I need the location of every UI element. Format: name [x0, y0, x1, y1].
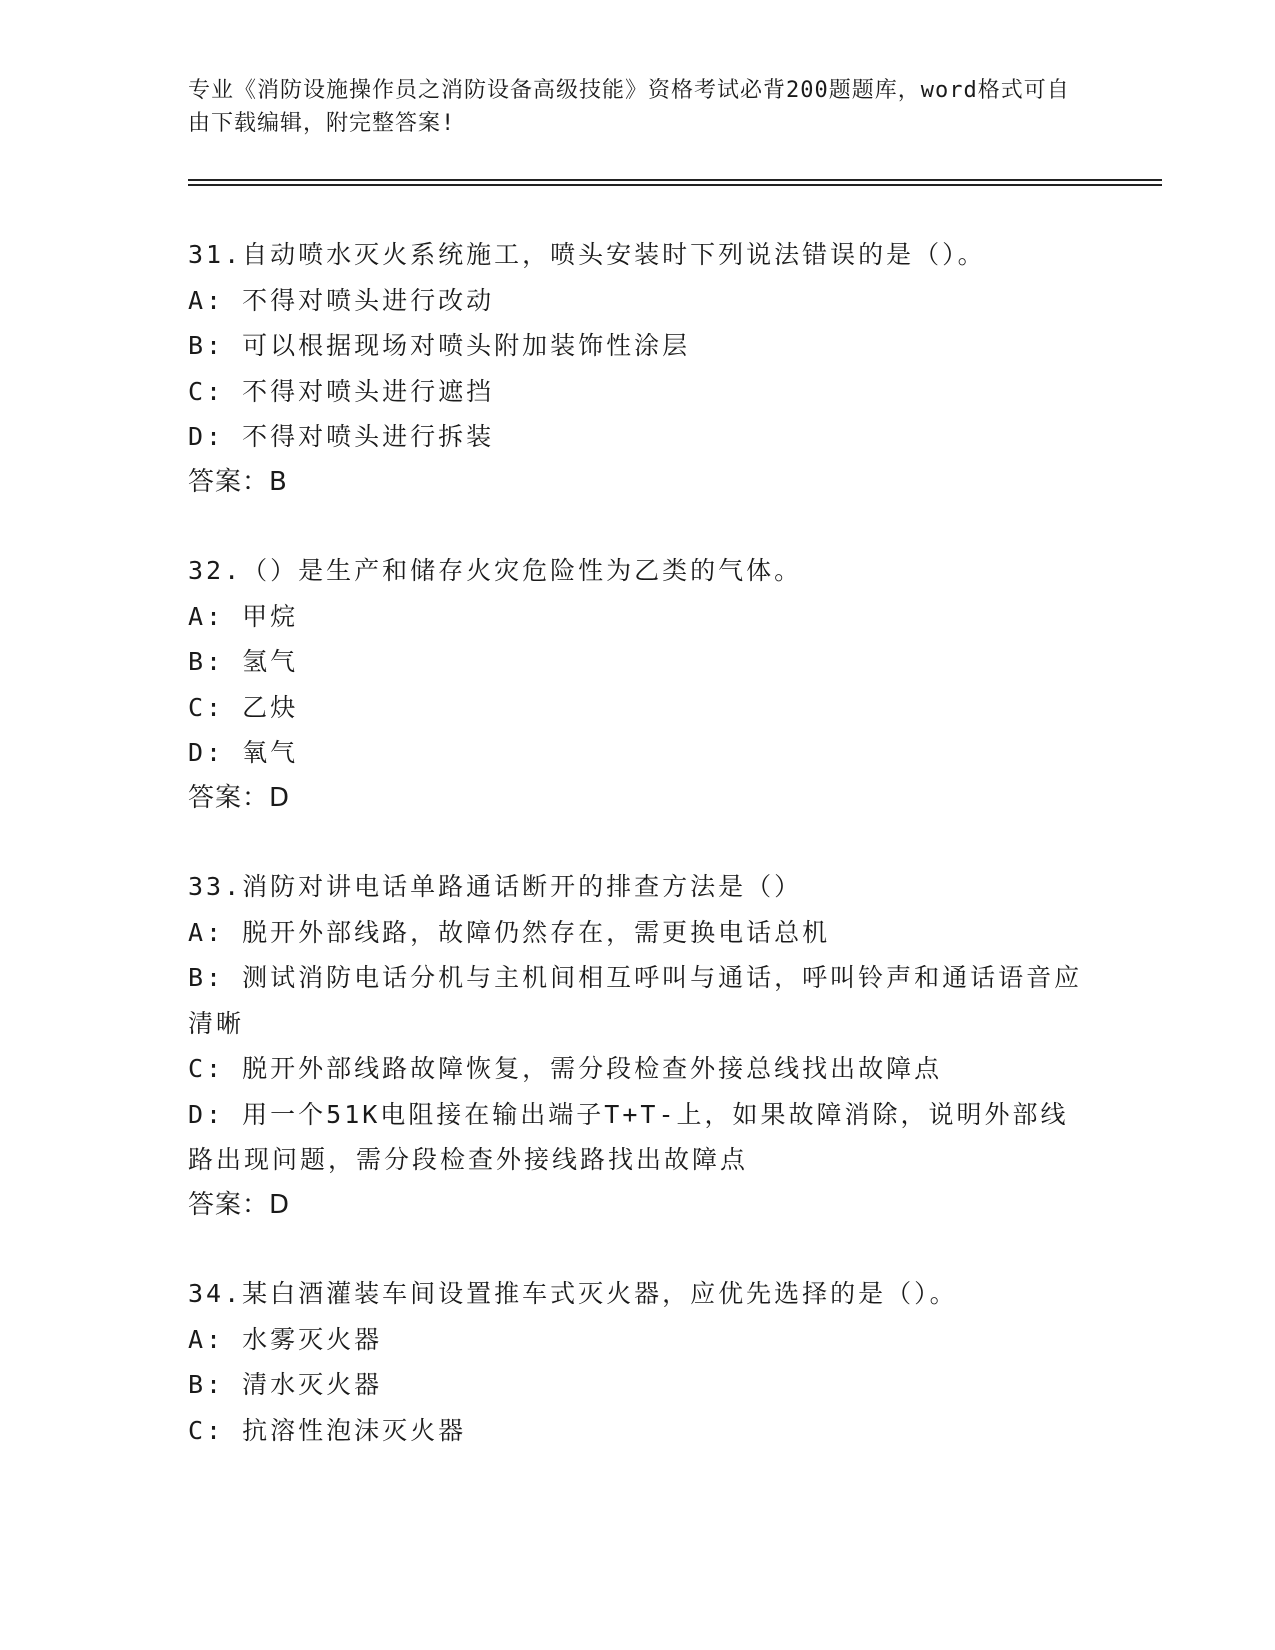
header-rule-top: [188, 179, 1162, 181]
option-a: A: 不得对喷头进行改动: [188, 285, 495, 315]
option-b: B: 测试消防电话分机与主机间相互呼叫与通话，呼叫铃声和通话语音应清晰: [188, 963, 1083, 1038]
question-stem: 32.（）是生产和储存火灾危险性为乙类的气体。: [188, 556, 803, 585]
option-c: C: 不得对喷头进行遮挡: [188, 376, 495, 406]
option-b: B: 氢气: [188, 647, 299, 676]
question-stem: 33.消防对讲电话单路通话断开的排查方法是（）: [188, 872, 803, 901]
question-stem: 34.某白酒灌装车间设置推车式灭火器，应优先选择的是（）。: [188, 1279, 958, 1308]
question-32: [188, 548, 1088, 821]
option-d: D: 不得对喷头进行拆装: [188, 422, 495, 451]
option-d: D: 氧气: [188, 738, 299, 767]
question-33: [188, 864, 1088, 1228]
option-b: B: 清水灭火器: [188, 1370, 383, 1399]
question-34: [188, 1271, 1088, 1453]
question-stem: 31.自动喷水灭火系统施工，喷头安装时下列说法错误的是（）。: [188, 240, 986, 269]
option-d: D: 用一个51K电阻接在输出端子T+T-上，如果故障消除，说明外部线路出现问题，需分段检查外接线路找出故障点: [188, 1099, 1069, 1174]
header-rule-bottom: [188, 184, 1162, 186]
option-c: C: 乙炔: [188, 692, 299, 722]
document-header: 专业《消防设施操作员之消防设备高级技能》资格考试必背200题题库，word格式可自由下载编辑，附完整答案!: [188, 78, 1070, 136]
option-a: A: 甲烷: [188, 601, 299, 631]
option-a: A: 水雾灭火器: [188, 1324, 383, 1354]
answer-label: 答案：D: [188, 1189, 291, 1220]
question-31: [188, 232, 1088, 505]
question-list: [188, 232, 1088, 1496]
option-c: C: 抗溶性泡沫灭火器: [188, 1415, 467, 1445]
option-c: C: 脱开外部线路故障恢复，需分段检查外接总线找出故障点: [188, 1054, 943, 1083]
option-b: B: 可以根据现场对喷头附加装饰性涂层: [188, 331, 691, 360]
answer-label: 答案：B: [188, 466, 288, 497]
answer-label: 答案：D: [188, 782, 291, 813]
option-a: A: 脱开外部线路，故障仍然存在，需更换电话总机: [188, 917, 831, 947]
